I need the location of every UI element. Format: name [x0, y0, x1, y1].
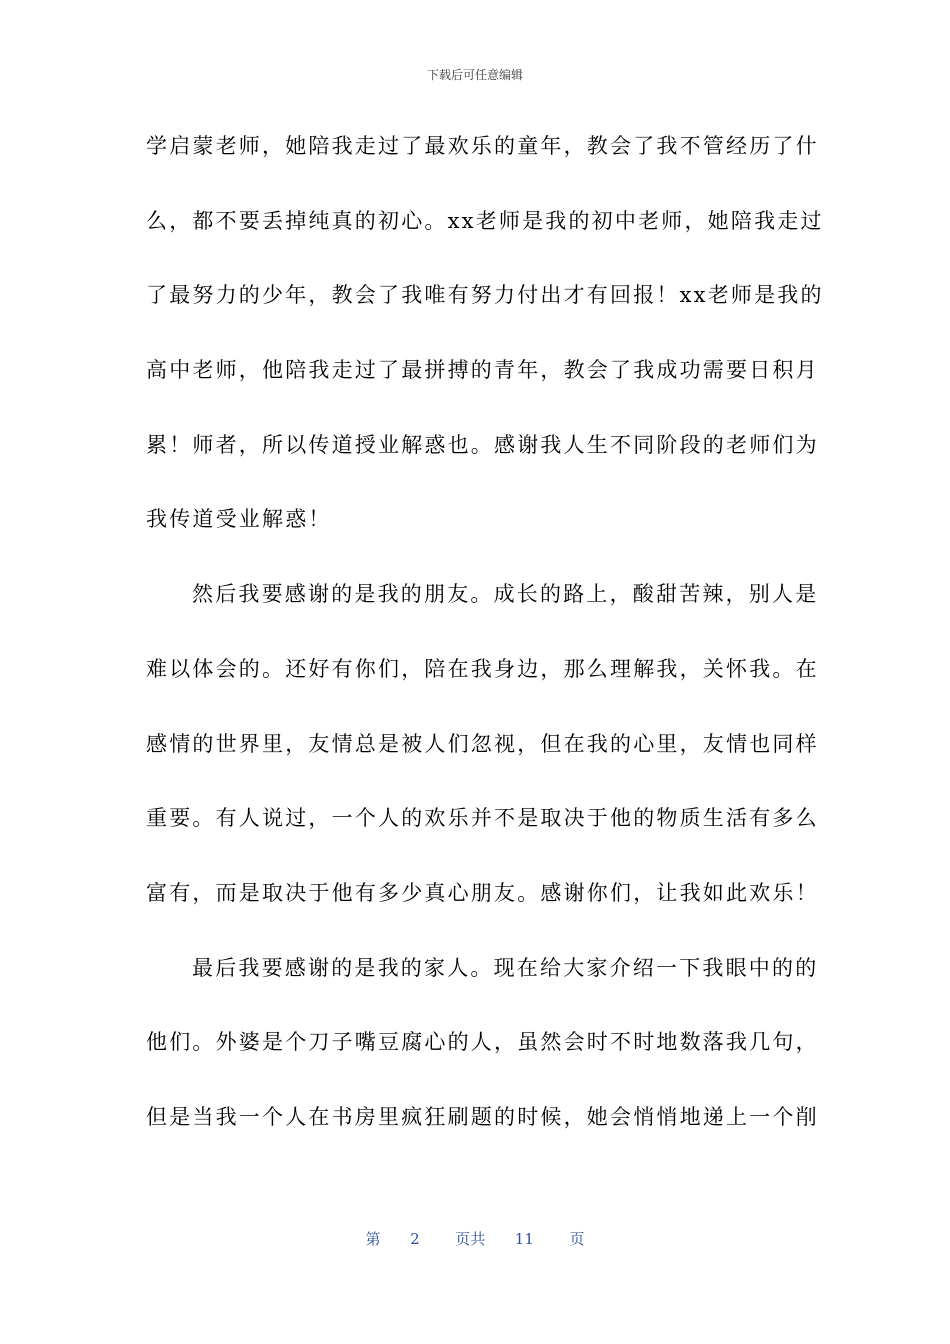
- footer-suffix: 页: [569, 1230, 585, 1248]
- text-line: 累！师者，所以传道授业解惑也。感谢我人生不同阶段的老师们为: [146, 432, 819, 457]
- text-line: 学启蒙老师，她陪我走过了最欢乐的童年，教会了我不管经历了什: [146, 134, 819, 158]
- page-header: 下载后可任意编辑: [426, 68, 523, 82]
- current-page-number: 2: [410, 1230, 420, 1248]
- text-line: 了最努力的少年，教会了我唯有努力付出才有回报！xx老师是我的: [146, 283, 824, 308]
- text-line: 然后我要感谢的是我的朋友。成长的路上，酸甜苦辣，别人是: [192, 582, 819, 607]
- text-line: 么，都不要丢掉纯真的初心。xx老师是我的初中老师，她陪我走过: [146, 208, 824, 233]
- text-line: 他们。外婆是个刀子嘴豆腐心的人，虽然会时不时地数落我几句，: [146, 1030, 819, 1055]
- text-line: 但是当我一个人在书房里疯狂刷题的时候，她会悄悄地递上一个削: [146, 1104, 819, 1129]
- document-body: [146, 124, 824, 1170]
- footer-middle: 页共: [455, 1230, 486, 1248]
- text-line: 富有，而是取决于他有多少真心朋友。感谢你们，让我如此欢乐！: [146, 880, 819, 905]
- text-line: 感情的世界里，友情总是被人们忽视，但在我的心里，友情也同样: [146, 731, 819, 756]
- text-line: 我传道受业解惑！: [146, 507, 332, 532]
- text-line: 难以体会的。还好有你们，陪在我身边，那么理解我，关怀我。在: [146, 656, 819, 681]
- text-line: 重要。有人说过，一个人的欢乐并不是取决于他的物质生活有多么: [146, 806, 819, 831]
- total-pages: 11: [514, 1230, 534, 1248]
- text-line: 高中老师，他陪我走过了最拼搏的青年，教会了我成功需要日积月: [146, 358, 819, 383]
- page-footer: [0, 1228, 950, 1249]
- text-line: 最后我要感谢的是我的家人。现在给大家介绍一下我眼中的的: [192, 955, 819, 980]
- footer-prefix: 第: [365, 1230, 381, 1248]
